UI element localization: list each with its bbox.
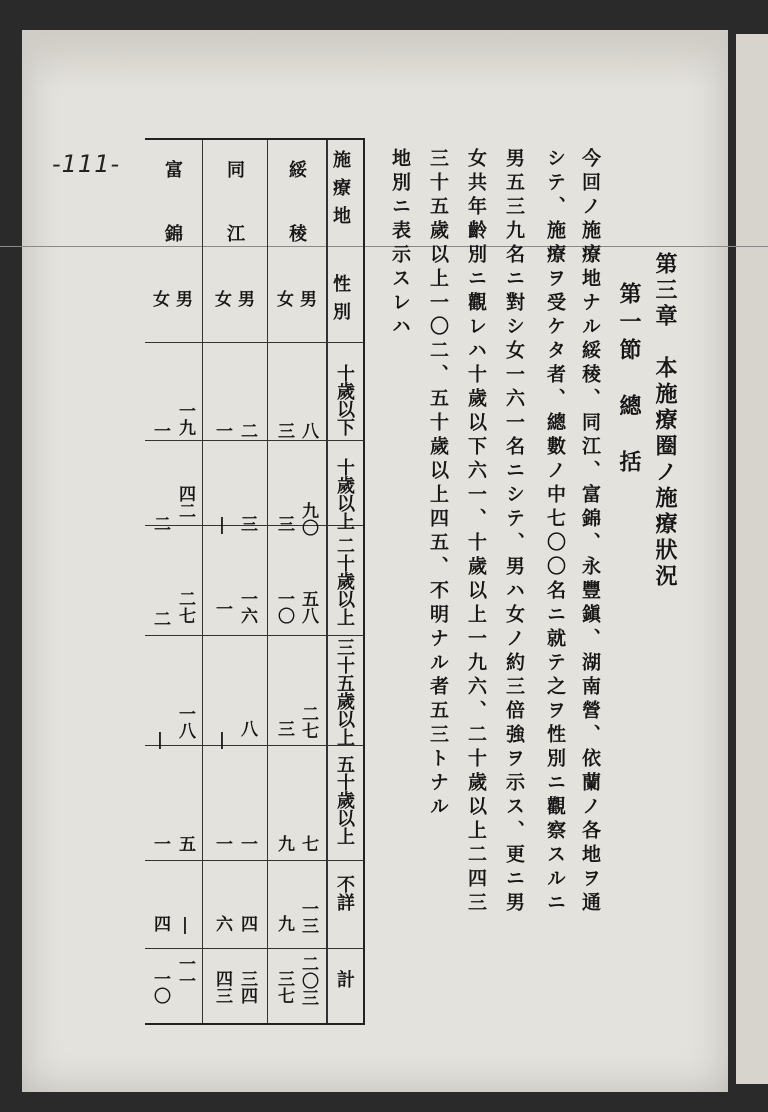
scan-fold-line bbox=[0, 246, 768, 247]
statistics-table bbox=[145, 138, 365, 1025]
table-divider bbox=[145, 860, 363, 861]
sex-label-male: 男 bbox=[296, 290, 316, 307]
body-line: 男五三九名ニ對シ女一六一名ニシテ、男ハ女ノ約三倍強ヲ示ス、更ニ男 bbox=[503, 148, 525, 916]
body-line: 地別ニ表示スレハ bbox=[389, 148, 411, 340]
sex-label-male: 男 bbox=[234, 290, 254, 307]
table-cell: 一〇 bbox=[274, 590, 294, 624]
place-name: 富錦 bbox=[162, 160, 183, 288]
table-cell: 二 bbox=[150, 610, 170, 627]
table-divider bbox=[202, 140, 203, 1023]
table-divider bbox=[145, 440, 363, 441]
table-cell: 三 bbox=[274, 720, 294, 737]
chapter-title: 第三章 本施療圈ノ施療狀況 bbox=[652, 252, 678, 590]
sex-label-male: 男 bbox=[172, 290, 192, 307]
table-cell: 八 bbox=[298, 422, 318, 439]
table-cell: 七 bbox=[298, 835, 318, 852]
sex-label-female: 女 bbox=[273, 290, 293, 307]
table-cell: 一〇 bbox=[150, 970, 170, 1004]
table-cell: 四三 bbox=[212, 970, 232, 1004]
table-cell: 一 bbox=[237, 835, 257, 852]
table-cell: 三 bbox=[274, 422, 294, 439]
body-line: 三十五歲以上一〇二、五十歲以上四五、不明ナル者五三トナル bbox=[427, 148, 449, 820]
table-cell: | bbox=[212, 730, 232, 750]
adjacent-page-edge bbox=[736, 34, 768, 1084]
section-title: 第一節 總 括 bbox=[616, 282, 642, 478]
table-cell: 一 bbox=[150, 422, 170, 439]
table-cell: 九〇 bbox=[298, 502, 318, 536]
table-divider bbox=[267, 140, 268, 1023]
place-name: 綏稜 bbox=[286, 160, 307, 288]
table-cell: 三七 bbox=[274, 970, 294, 1004]
table-cell: 九 bbox=[274, 915, 294, 932]
table-divider bbox=[145, 948, 363, 949]
body-line: 今回ノ施療地ナル綏稜、同江、富錦、永豐鎭、湖南營、依蘭ノ各地ヲ通 bbox=[579, 148, 601, 916]
table-cell: 一 bbox=[212, 422, 232, 439]
table-divider bbox=[145, 745, 363, 746]
column-header: 十歲以下 bbox=[334, 364, 355, 436]
table-cell: 一一 bbox=[175, 955, 195, 989]
body-line: 女共年齡別ニ觀レハ十歲以下六一、十歲以上一九六、二十歲以上二四三 bbox=[465, 148, 487, 916]
table-cell: 一六 bbox=[237, 590, 257, 624]
column-header: 不詳 bbox=[334, 875, 355, 911]
page-top-shading bbox=[22, 30, 728, 90]
table-divider bbox=[326, 140, 328, 1023]
column-header: 五十歲以上 bbox=[334, 755, 355, 845]
table-cell: 九 bbox=[274, 835, 294, 852]
table-cell: 二 bbox=[237, 422, 257, 439]
column-header: 計 bbox=[334, 970, 355, 988]
table-cell: 五 bbox=[175, 835, 195, 852]
column-header: 二十歲以上 bbox=[334, 536, 355, 626]
table-cell: 四 bbox=[150, 915, 170, 932]
column-header: 三十五歲以上 bbox=[334, 638, 355, 746]
table-cell: | bbox=[150, 730, 170, 750]
table-divider bbox=[145, 635, 363, 636]
table-cell: 三 bbox=[237, 515, 257, 532]
table-cell: 一 bbox=[150, 835, 170, 852]
table-cell: 二七 bbox=[175, 590, 195, 624]
table-cell: 八 bbox=[237, 720, 257, 737]
column-header: 十歲以上 bbox=[334, 458, 355, 530]
table-cell: 二七 bbox=[298, 705, 318, 739]
document-page bbox=[22, 30, 728, 1092]
sex-label-female: 女 bbox=[211, 290, 231, 307]
table-cell: 一三 bbox=[298, 900, 318, 934]
sex-label-female: 女 bbox=[149, 290, 169, 307]
table-cell: 二〇三 bbox=[298, 955, 318, 1006]
table-cell: 三 bbox=[274, 515, 294, 532]
table-divider bbox=[145, 342, 363, 343]
table-cell: 一 bbox=[212, 600, 232, 617]
table-cell: 四二 bbox=[175, 485, 195, 519]
table-cell: 四 bbox=[237, 915, 257, 932]
table-cell: 三四 bbox=[237, 970, 257, 1004]
table-cell: 一九 bbox=[175, 402, 195, 436]
table-cell: 一八 bbox=[175, 705, 195, 739]
table-cell: 六 bbox=[212, 915, 232, 932]
page-number: -111- bbox=[52, 150, 121, 178]
table-cell: | bbox=[212, 515, 232, 535]
table-header-sex: 性別 bbox=[330, 274, 351, 330]
table-cell: 五八 bbox=[298, 590, 318, 624]
table-header-place: 施療地 bbox=[330, 150, 351, 234]
place-name: 同江 bbox=[224, 160, 245, 288]
body-line: シテ、施療ヲ受ケタ者、總數ノ中七〇〇名ニ就テ之ヲ性別ニ觀察スルニ bbox=[544, 148, 566, 916]
table-cell: 一 bbox=[212, 835, 232, 852]
table-cell: 二 bbox=[150, 515, 170, 532]
table-cell: | bbox=[175, 915, 195, 935]
